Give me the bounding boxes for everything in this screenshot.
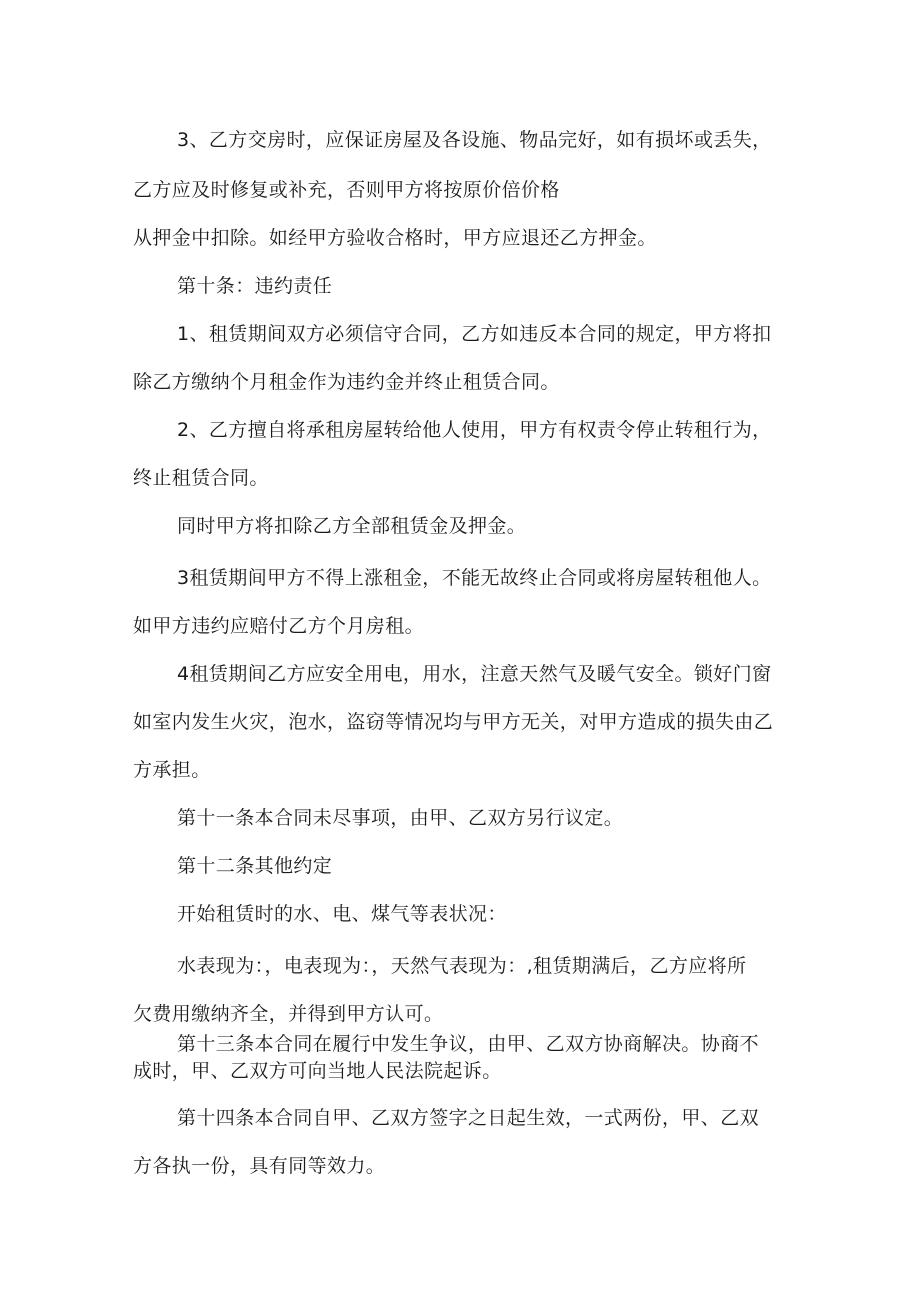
section-heading: 第十二条其他约定: [177, 855, 333, 877]
text-line: 2、乙方擅自将承租房屋转给他人使用，甲方有权责令停止转租行为，: [177, 419, 772, 441]
text-line: 除乙方缴纳个月租金作为违约金并终止租赁合同。: [133, 371, 560, 393]
section-heading: 第十三条本合同在履行中发生争议，由甲、乙双方协商解决。协商不: [177, 1033, 760, 1055]
text-line: 欠费用缴纳齐全，并得到甲方认可。: [133, 1003, 444, 1025]
section-heading: 第十一条本合同未尽事项，由甲、乙双方另行议定。: [177, 807, 624, 829]
text-line: 3、乙方交房时，应保证房屋及各设施、物品完好，如有损坏或丢失，: [177, 129, 772, 151]
section-heading: 第十条：违约责任: [177, 275, 333, 297]
text-line: 水表现为：，电表现为：，天然气表现为：,租赁期满后，乙方应将所: [177, 955, 747, 977]
text-line: 从押金中扣除。如经甲方验收合格时，甲方应退还乙方押金。: [133, 227, 657, 249]
text-line: 4租赁期间乙方应安全用电，用水，注意天然气及暖气安全。锁好门窗: [177, 663, 772, 685]
text-line: 3租赁期间甲方不得上涨租金，不能无故终止合同或将房屋转租他人。: [177, 567, 772, 589]
text-line: 终止租赁合同。: [133, 467, 269, 489]
text-line: 成时，甲、乙双方可向当地人民法院起诉。: [133, 1060, 502, 1082]
text-line: 同时甲方将扣除乙方全部租赁金及押金。: [177, 515, 527, 537]
text-line: 如室内发生火灾，泡水，盗窃等情况均与甲方无关，对甲方造成的损失由乙: [133, 711, 774, 733]
section-heading: 第十四条本合同自甲、乙双方签字之日起生效，一式两份，甲、乙双: [177, 1107, 760, 1129]
text-line: 如甲方违约应赔付乙方个月房租。: [133, 615, 425, 637]
text-line: 开始租赁时的水、电、煤气等表状况：: [177, 903, 507, 925]
text-line: 方承担。: [133, 759, 211, 781]
text-line: 1、租赁期间双方必须信守合同，乙方如违反本合同的规定，甲方将扣: [177, 323, 772, 345]
text-line: 乙方应及时修复或补充，否则甲方将按原价倍价格: [133, 179, 560, 201]
text-line: 方各执一份，具有同等效力。: [133, 1155, 386, 1177]
